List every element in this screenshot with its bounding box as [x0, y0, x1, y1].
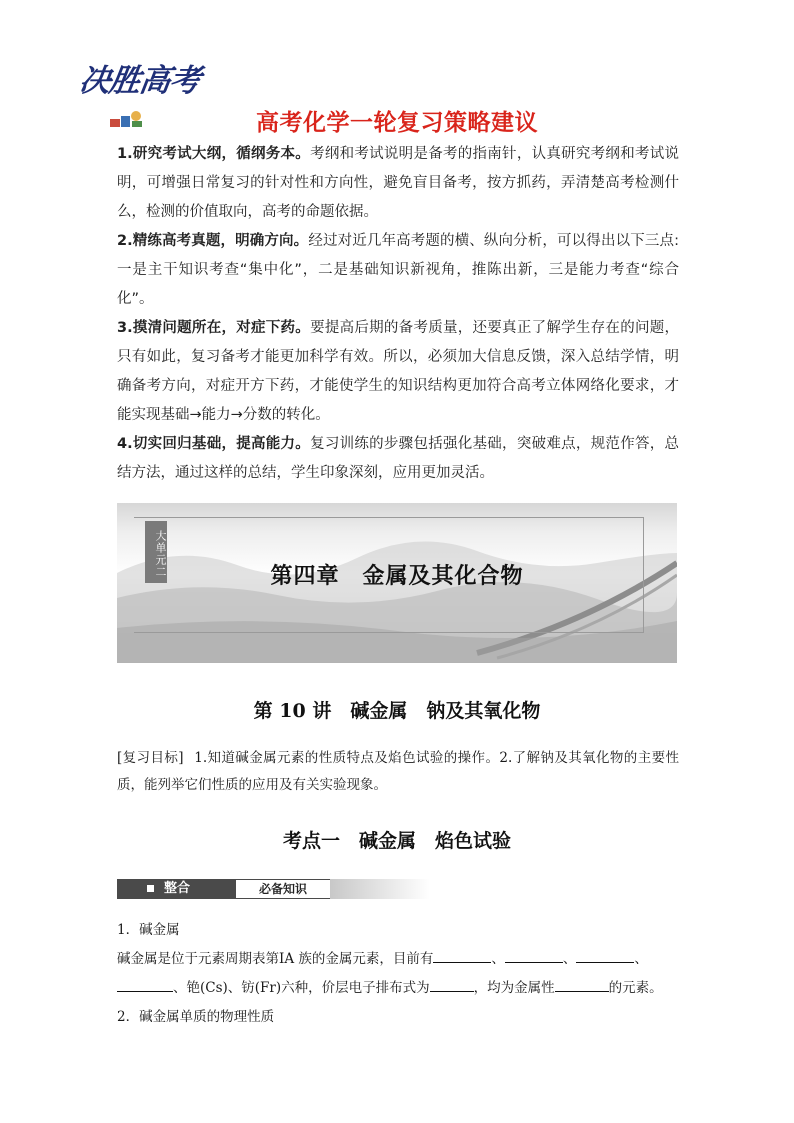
- chapter-title: 第四章 金属及其化合物: [270, 564, 524, 589]
- subheading: 2．碱金属单质的物理性质: [117, 1009, 275, 1025]
- page-title: 高考化学一轮复习策略建议: [256, 110, 538, 136]
- advice-lead: 2.精练高考真题，明确方向。: [117, 233, 309, 249]
- advice-item-2: [117, 227, 679, 314]
- logo-text: 决胜高考: [76, 63, 203, 99]
- advice-body: 复习训练的步骤包括强化基础，突破难点，规范作答，总结方法，通过这样的总结，学生印象深刻，应用更加灵活。: [117, 436, 679, 481]
- review-label: [复习目标]: [117, 750, 184, 766]
- advice-body: 经过对近几年高考题的横、纵向分析，可以得出以下三点:一是主干知识考查“集中化”，二是基础知识新视角，推陈出新，三是能力考查“综合化”。: [117, 233, 679, 307]
- review-goals: [117, 745, 679, 799]
- paragraph: 碱金属是位于元素周期表第ⅠA 族的金属元素，目前有 、 、 、 、铯(Cs)、钫(Fr)六种，价层电子排布式为 ，均为金属性 的元素。: [117, 945, 679, 1003]
- square-icon: [147, 885, 154, 892]
- advice-body: 要提高后期的备考质量，还要真正了解学生存在的问题，只有如此，复习备考才能更加科学有效。所以，必须加大信息反馈，深入总结学情，明确备考方向，对症开方下药，才能使学生的知识结构更加符合高考立体网络化要求，才能实现基础→能力→分数的转化。: [117, 320, 679, 423]
- advice-lead: 4.切实回归基础，提高能力。: [117, 436, 311, 452]
- advice-body: 考纲和考试说明是备考的指南针，认真研究考纲和考试说明，可增强日常复习的针对性和方向性，避免盲目备考，按方抓药，弄清楚高考检测什么，检测的价值取向，高考的命题依据。: [117, 146, 679, 220]
- tab-label: 整合: [164, 881, 191, 896]
- content-section: [117, 916, 679, 1032]
- tab-integrate: [117, 879, 235, 899]
- advice-lead: 1.研究考试大纲，循纲务本。: [117, 146, 311, 162]
- unit-label: 大单元二: [145, 521, 167, 583]
- fill-blank[interactable]: [555, 977, 609, 992]
- subheading: 1．碱金属: [117, 922, 180, 938]
- advice-item-3: [117, 314, 679, 430]
- tab-fade-decoration: [330, 879, 430, 899]
- advice-section: [117, 140, 679, 488]
- review-text: 1.知道碱金属元素的性质特点及焰色试验的操作。2.了解钠及其氧化物的主要性质，能列举它们性质的应用及有关实验现象。: [117, 750, 680, 793]
- advice-item-4: [117, 430, 679, 488]
- section-tabbar: [117, 877, 429, 901]
- tab-essential-knowledge: 必备知识: [235, 879, 331, 899]
- fill-blank[interactable]: [430, 977, 474, 992]
- lecture-title: 第 10 讲 碱金属 钠及其氧化物: [253, 700, 541, 722]
- advice-lead: 3.摸清问题所在，对症下药。: [117, 320, 311, 336]
- section-title: 考点一 碱金属 焰色试验: [282, 830, 511, 852]
- fill-blank[interactable]: [576, 948, 634, 963]
- fill-blank[interactable]: [433, 948, 491, 963]
- fill-blank[interactable]: [117, 977, 173, 992]
- chapter-banner: [117, 503, 677, 663]
- fill-blank[interactable]: [505, 948, 563, 963]
- advice-item-1: [117, 140, 679, 227]
